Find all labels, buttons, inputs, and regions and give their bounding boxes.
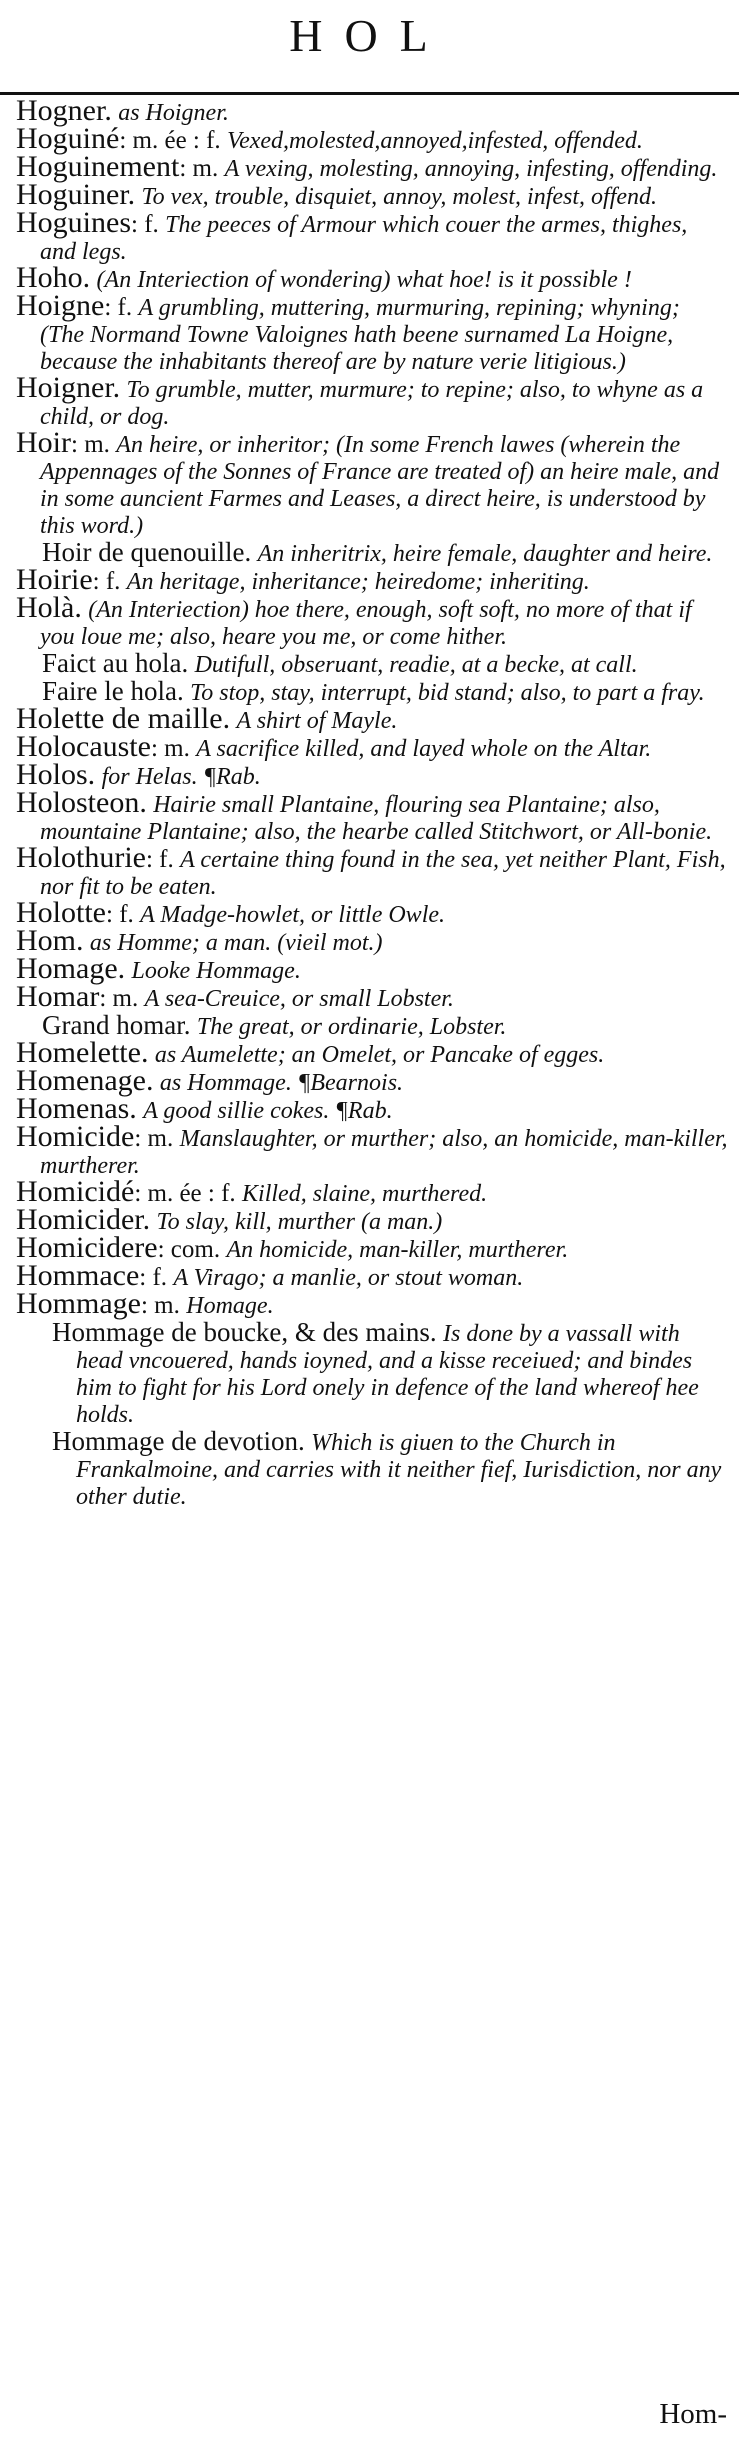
definition: Dutifull, obseruant, readie, at a becke, at call. xyxy=(194,652,638,678)
grammar-note: : m. ée : f. xyxy=(119,127,221,154)
definition: (An Interiection) hoe there, enough, soft soft, no more of that if you loue me; also, heare you me, or come hither. xyxy=(40,597,692,650)
definition: An inheritrix, heire female, daughter and heire. xyxy=(257,541,713,567)
grammar-note: : f. xyxy=(131,211,159,238)
dictionary-entry xyxy=(16,206,729,265)
headword: Hoguinement xyxy=(16,150,180,183)
dictionary-entry xyxy=(16,289,729,375)
definition: Is done by a vassall with head vncouered, hands ioyned, and a kisse receiued; and bindes him to fight for his Lord onely in defence of the land whereof hee holds. xyxy=(76,1321,699,1428)
dictionary-entry xyxy=(16,730,729,763)
definition: as Homme; a man. (vieil mot.) xyxy=(89,930,383,956)
dictionary-entry xyxy=(16,841,729,900)
headword: Hom. xyxy=(16,924,84,957)
dictionary-entry xyxy=(16,1120,729,1179)
headword: Hogner. xyxy=(16,94,112,127)
definition: A vexing, molesting, annoying, infesting, offending. xyxy=(224,156,718,182)
headword: Holosteon. xyxy=(16,786,147,819)
definition: as Aumelette; an Omelet, or Pancake of egges. xyxy=(154,1042,605,1068)
headword: Homage. xyxy=(16,952,126,985)
headword: Homar xyxy=(16,980,100,1013)
headword: Hoguiner. xyxy=(16,178,136,211)
headword: Faict au hola. xyxy=(42,648,189,678)
headword: Faire le hola. xyxy=(42,676,184,706)
grammar-note: : m. xyxy=(71,431,110,458)
grammar-note: : m. xyxy=(140,1292,180,1319)
definition: A certaine thing found in the sea, yet neither Plant, Fish, nor fit to be eaten. xyxy=(40,847,726,900)
dictionary-entry xyxy=(16,539,729,567)
grammar-note: : f. xyxy=(92,568,121,595)
definition: as Hoigner. xyxy=(118,100,229,126)
definition: An heire, or inheritor; (In some French lawes (wherein the Appennages of the Sonnes of France are treated of) an heire male, and in some auncient Farmes and Leases, a direct heire, is understood by this word.) xyxy=(40,432,720,539)
headword: Holette de maille. xyxy=(16,702,231,735)
definition: The great, or ordinarie, Lobster. xyxy=(196,1014,507,1040)
definition: A good sillie cokes. ¶Rab. xyxy=(143,1098,393,1124)
definition: A Virago; a manlie, or stout woman. xyxy=(173,1265,524,1291)
running-head: HOL xyxy=(289,10,450,61)
headword: Holà. xyxy=(16,591,82,624)
headword: Hoguines xyxy=(16,206,131,239)
catchword: Hom- xyxy=(659,2398,727,2430)
dictionary-entry xyxy=(16,980,729,1013)
headword: Homicidere xyxy=(16,1231,158,1264)
definition: Vexed,molested,annoyed,infested, offended. xyxy=(227,128,643,154)
headword: Holotte xyxy=(16,896,106,929)
dictionary-entry xyxy=(16,1319,729,1428)
grammar-note: : m. xyxy=(150,735,190,762)
headword: Hoirie xyxy=(16,563,93,596)
dictionary-entry xyxy=(16,952,729,985)
grammar-note: : com. xyxy=(157,1236,221,1263)
headword: Homenage. xyxy=(16,1064,154,1097)
headword: Hoir xyxy=(16,426,71,459)
definition: A shirt of Mayle. xyxy=(236,708,398,734)
definition: An homicide, man-killer, murtherer. xyxy=(226,1237,569,1263)
grammar-note: : m. ée : f. xyxy=(134,1180,236,1207)
dictionary-entry xyxy=(16,1287,729,1320)
headword: Hoigne xyxy=(16,289,105,322)
definition: To vex, trouble, disquiet, annoy, molest, infest, offend. xyxy=(141,184,658,210)
definition: for Helas. ¶Rab. xyxy=(101,764,261,790)
definition: as Hommage. ¶Bearnois. xyxy=(159,1070,404,1096)
definition: To slay, kill, murther (a man.) xyxy=(156,1209,443,1235)
definition: (An Interiection of wondering) what hoe! is it possible ! xyxy=(96,267,632,293)
headword: Homenas. xyxy=(16,1092,137,1125)
headword: Hoigner. xyxy=(16,371,121,404)
headword: Hommage de boucke, & des mains. xyxy=(52,1317,437,1347)
headword: Homelette. xyxy=(16,1036,149,1069)
definition: Looke Hommage. xyxy=(131,958,301,984)
definition: An heritage, inheritance; heiredome; inheriting. xyxy=(126,569,590,595)
definition: To grumble, mutter, murmure; to repine; also, to whyne as a child, or dog. xyxy=(40,377,704,430)
definition: A Madge-howlet, or little Owle. xyxy=(140,902,446,928)
headword: Hoir de quenouille. xyxy=(42,537,252,567)
headword: Grand homar. xyxy=(42,1010,191,1040)
definition: A sacrifice killed, and layed whole on the Altar. xyxy=(196,736,652,762)
definition: Homage. xyxy=(186,1293,274,1319)
headword: Homicidé xyxy=(16,1175,135,1208)
headword: Hommace xyxy=(16,1259,140,1292)
headword: Holos. xyxy=(16,758,96,791)
headword: Hoguiné xyxy=(16,122,120,155)
grammar-note: : m. xyxy=(179,155,219,182)
grammar-note: : m. xyxy=(99,985,139,1012)
dictionary-entry xyxy=(16,1428,729,1510)
dictionary-entry xyxy=(16,563,729,596)
dictionary-entry xyxy=(16,371,729,430)
dictionary-entry xyxy=(16,591,729,650)
definition: A grumbling, muttering, murmuring, repining; whyning; (The Normand Towne Valoignes hath beene surnamed La Hoigne, because the inhabitants thereof are by nature verie litigious.) xyxy=(40,295,680,375)
grammar-note: : f. xyxy=(139,1264,168,1291)
headword: Homicide xyxy=(16,1120,135,1153)
definition: Killed, slaine, murthered. xyxy=(242,1181,488,1207)
grammar-note: : f. xyxy=(104,294,133,321)
definition: A sea-Creuice, or small Lobster. xyxy=(144,986,454,1012)
dictionary-entry xyxy=(16,650,729,678)
headword: Hommage de devotion. xyxy=(52,1426,305,1456)
grammar-note: : m. xyxy=(134,1125,174,1152)
dictionary-entry xyxy=(16,94,729,127)
headword: Hommage xyxy=(16,1287,141,1320)
definition: Hairie small Plantaine, flouring sea Plantaine; also, mountaine Plantaine; also, the hearbe called Stitchwort, or All-bonie. xyxy=(40,792,713,845)
headword: Hoho. xyxy=(16,261,91,294)
definition: The peeces of Armour which couer the armes, thighes, and legs. xyxy=(40,212,688,265)
headword: Holocauste xyxy=(16,730,151,763)
definition: Which is giuen to the Church in Frankalmoine, and carries with it neither fief, Iurisdiction, nor any other dutie. xyxy=(76,1430,722,1510)
headword: Homicider. xyxy=(16,1203,151,1236)
dictionary-entry xyxy=(16,786,729,845)
headword: Holothurie xyxy=(16,841,146,874)
definition: To stop, stay, interrupt, bid stand; also, to part a fray. xyxy=(190,680,705,706)
grammar-note: : f. xyxy=(106,901,134,928)
dictionary-entry xyxy=(16,261,729,294)
grammar-note: : f. xyxy=(145,846,174,873)
definition: Manslaughter, or murther; also, an homicide, man-killer, murtherer. xyxy=(40,1126,728,1179)
dictionary-entry xyxy=(16,426,729,539)
entry-list xyxy=(16,94,729,1510)
dictionary-entry xyxy=(16,896,729,929)
